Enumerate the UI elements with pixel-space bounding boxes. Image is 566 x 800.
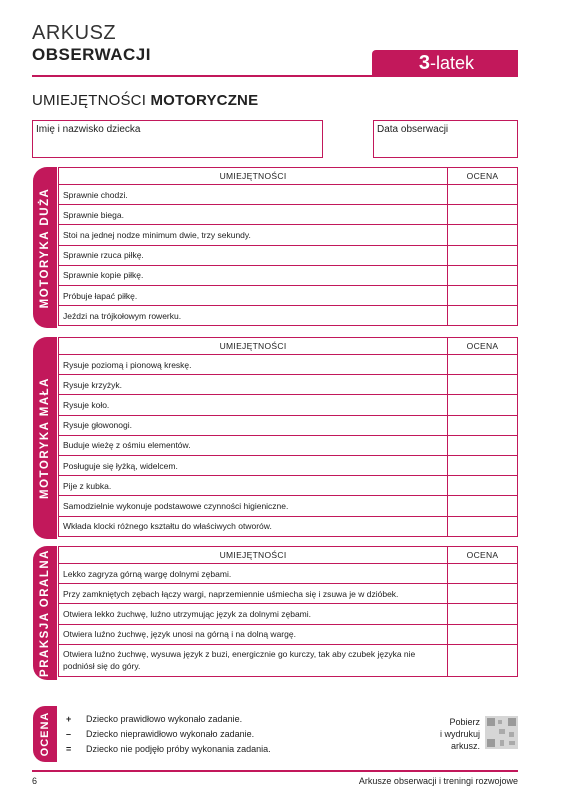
skill-text: Rysuje głowonogi.	[59, 415, 448, 435]
table-row	[59, 245, 518, 265]
qr-code-icon[interactable]	[485, 716, 518, 749]
skills-column-header: UMIEJĘTNOŚCI	[59, 168, 448, 185]
table-row	[59, 435, 518, 455]
grade-cell[interactable]	[448, 395, 518, 415]
table-row	[59, 604, 518, 624]
legend-symbol: –	[66, 729, 72, 739]
table-row	[59, 455, 518, 475]
age-suffix: -latek	[429, 53, 474, 73]
block-tab	[33, 546, 57, 680]
legend-text: Dziecko nie podjęło próby wykonania zadania.	[86, 744, 271, 754]
qr-caption-line: i wydrukuj	[439, 729, 480, 739]
age-label	[419, 52, 474, 75]
legend-text: Dziecko nieprawidłowo wykonało zadanie.	[86, 729, 255, 739]
table-row	[59, 496, 518, 516]
qr-caption-line: Pobierz	[449, 717, 480, 727]
skill-text: Otwiera luźno żuchwę, język unosi na górną i na dolną wargę.	[59, 624, 448, 644]
table-row	[59, 306, 518, 326]
grade-cell[interactable]	[448, 306, 518, 326]
skill-text: Stoi na jednej nodze minimum dwie, trzy sekundy.	[59, 225, 448, 245]
table-header-row	[59, 168, 518, 185]
table-row	[59, 644, 518, 676]
grade-cell[interactable]	[448, 415, 518, 435]
table-row	[59, 395, 518, 415]
block-title: PRAKSJA ORALNA	[39, 549, 51, 677]
table-row	[59, 205, 518, 225]
table-row	[59, 355, 518, 375]
qr-caption	[430, 716, 480, 752]
legend-symbol: =	[66, 744, 72, 754]
skill-text: Sprawnie kopie piłkę.	[59, 265, 448, 285]
block-gross-motor	[33, 167, 518, 328]
table-row	[59, 265, 518, 285]
grade-cell[interactable]	[448, 375, 518, 395]
block-oral-praxis	[33, 546, 518, 680]
block-title: MOTORYKA DUŻA	[39, 187, 51, 308]
table-row	[59, 285, 518, 305]
section-heading	[32, 92, 258, 109]
title-line-2: OBSERWACJI	[32, 45, 151, 64]
block-tab	[33, 167, 57, 328]
grade-cell[interactable]	[448, 476, 518, 496]
table-row	[59, 415, 518, 435]
skill-text: Rysuje poziomą i pionową kreskę.	[59, 355, 448, 375]
block-tab	[33, 337, 57, 539]
skills-table	[58, 546, 518, 677]
table-row	[59, 624, 518, 644]
grade-cell[interactable]	[448, 265, 518, 285]
skill-text: Buduje wieżę z ośmiu elementów.	[59, 435, 448, 455]
observation-date-field[interactable]	[373, 120, 518, 158]
table-row	[59, 225, 518, 245]
child-name-label: Imię i nazwisko dziecka	[36, 124, 141, 135]
grade-cell[interactable]	[448, 285, 518, 305]
table-header-row	[59, 547, 518, 564]
legend-row	[66, 744, 271, 754]
skill-text: Rysuje krzyżyk.	[59, 375, 448, 395]
grade-cell[interactable]	[448, 225, 518, 245]
section-heading-light: UMIEJĘTNOŚCI	[32, 92, 151, 109]
legend-row	[66, 729, 254, 739]
block-fine-motor	[33, 337, 518, 539]
skill-text: Otwiera lekko żuchwę, luźno utrzymując język za dolnymi zębami.	[59, 604, 448, 624]
grade-cell[interactable]	[448, 455, 518, 475]
table-header-row	[59, 338, 518, 355]
legend-title: OCENA	[39, 711, 51, 757]
legend-row	[66, 714, 242, 724]
skill-text: Rysuje koło.	[59, 395, 448, 415]
skill-text: Wkłada klocki różnego kształtu do właściwych otworów.	[59, 516, 448, 536]
skill-text: Sprawnie chodzi.	[59, 185, 448, 205]
legend-tab	[33, 706, 57, 762]
skill-text: Posługuje się łyżką, widelcem.	[59, 455, 448, 475]
skills-column-header: UMIEJĘTNOŚCI	[59, 338, 448, 355]
grade-cell[interactable]	[448, 624, 518, 644]
footer-divider	[32, 770, 518, 772]
grade-cell[interactable]	[448, 245, 518, 265]
grade-cell[interactable]	[448, 205, 518, 225]
qr-caption-line: arkusz.	[450, 741, 480, 751]
skill-text: Próbuje łapać piłkę.	[59, 285, 448, 305]
grade-column-header: OCENA	[448, 338, 518, 355]
skill-text: Samodzielnie wykonuje podstawowe czynności higieniczne.	[59, 496, 448, 516]
skill-text: Jeździ na trójkołowym rowerku.	[59, 306, 448, 326]
legend-symbol: +	[66, 714, 72, 724]
title-line-1: ARKUSZ	[32, 22, 117, 44]
skills-table	[58, 337, 518, 537]
table-row	[59, 476, 518, 496]
skills-table	[58, 167, 518, 326]
skill-text: Pije z kubka.	[59, 476, 448, 496]
grade-column-header: OCENA	[448, 547, 518, 564]
grade-cell[interactable]	[448, 644, 518, 676]
header-divider	[32, 75, 518, 77]
document-title	[32, 22, 151, 65]
child-name-field[interactable]	[32, 120, 323, 158]
legend-text: Dziecko prawidłowo wykonało zadanie.	[86, 714, 243, 724]
skill-text: Sprawnie biega.	[59, 205, 448, 225]
age-number: 3	[418, 52, 430, 74]
skill-text: Sprawnie rzuca piłkę.	[59, 245, 448, 265]
table-row	[59, 564, 518, 584]
section-heading-bold: MOTORYCZNE	[150, 92, 259, 109]
grade-cell[interactable]	[448, 496, 518, 516]
block-title: MOTORYKA MAŁA	[39, 377, 51, 499]
grade-cell[interactable]	[448, 435, 518, 455]
footer-title: Arkusze obserwacji i treningi rozwojowe	[358, 776, 518, 786]
skill-text: Lekko zagryza górną wargę dolnymi zębami.	[59, 564, 448, 584]
grade-cell[interactable]	[448, 516, 518, 536]
table-row	[59, 584, 518, 604]
page-number: 6	[32, 776, 38, 786]
grade-cell[interactable]	[448, 604, 518, 624]
table-row	[59, 375, 518, 395]
grade-cell[interactable]	[448, 185, 518, 205]
observation-date-label: Data obserwacji	[377, 124, 449, 135]
grade-cell[interactable]	[448, 564, 518, 584]
grade-cell[interactable]	[448, 584, 518, 604]
skills-column-header: UMIEJĘTNOŚCI	[59, 547, 448, 564]
table-row	[59, 185, 518, 205]
age-badge	[372, 50, 518, 77]
table-row	[59, 516, 518, 536]
skill-text: Otwiera luźno żuchwę, wysuwa język z buzi, energicznie go kurczy, tak aby czubek języka nie podniósł się do góry.	[59, 644, 448, 676]
grade-cell[interactable]	[448, 355, 518, 375]
skill-text: Przy zamkniętych zębach łączy wargi, naprzemiennie uśmiecha się i zsuwa je w dzióbek.	[59, 584, 448, 604]
grade-column-header: OCENA	[448, 168, 518, 185]
